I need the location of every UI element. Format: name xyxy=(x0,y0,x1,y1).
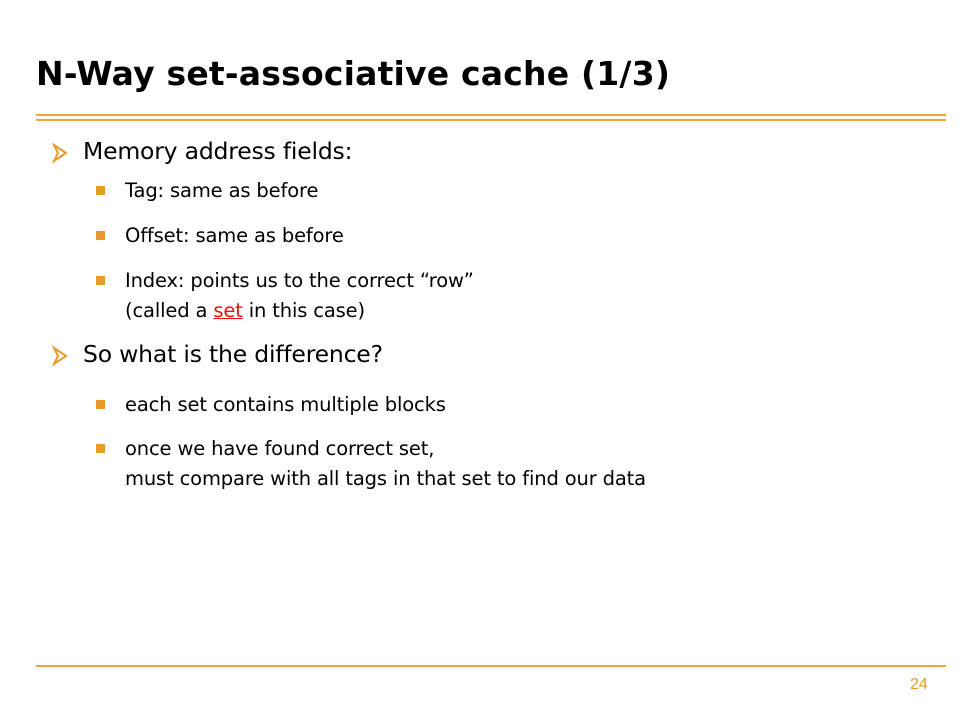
compare-tags-line2: must compare with all tags in that set to find our data xyxy=(125,467,646,490)
highlighted-term-set: set xyxy=(213,299,243,322)
footer-divider xyxy=(36,665,946,667)
title-divider-top xyxy=(36,114,946,116)
title-divider-bottom xyxy=(36,119,946,121)
square-bullet-icon xyxy=(96,444,105,453)
square-bullet-icon xyxy=(96,231,105,240)
sub-bullet-index xyxy=(125,266,474,326)
sub-bullet-tag: Tag: same as before xyxy=(125,179,319,202)
bullet-memory-address-fields: Memory address fields: xyxy=(83,137,353,165)
index-line2-after: in this case) xyxy=(242,299,365,322)
slide-title: N-Way set-associative cache (1/3) xyxy=(36,54,671,93)
sub-bullet-offset: Offset: same as before xyxy=(125,224,344,247)
page-number: 24 xyxy=(910,676,928,693)
compare-tags-line1: once we have found correct set, xyxy=(125,437,435,460)
sub-bullet-index-line2 xyxy=(125,296,474,326)
square-bullet-icon xyxy=(96,400,105,409)
square-bullet-icon xyxy=(96,276,105,285)
arrow-bullet-icon xyxy=(50,346,70,366)
bullet-difference-question: So what is the difference? xyxy=(83,340,383,368)
square-bullet-icon xyxy=(96,186,105,195)
sub-bullet-multiple-blocks: each set contains multiple blocks xyxy=(125,393,446,416)
sub-bullet-compare-tags xyxy=(125,434,646,494)
index-line2-before: (called a xyxy=(125,299,214,322)
arrow-bullet-icon xyxy=(50,143,70,163)
sub-bullet-index-line1: Index: points us to the correct “row” xyxy=(125,269,474,292)
